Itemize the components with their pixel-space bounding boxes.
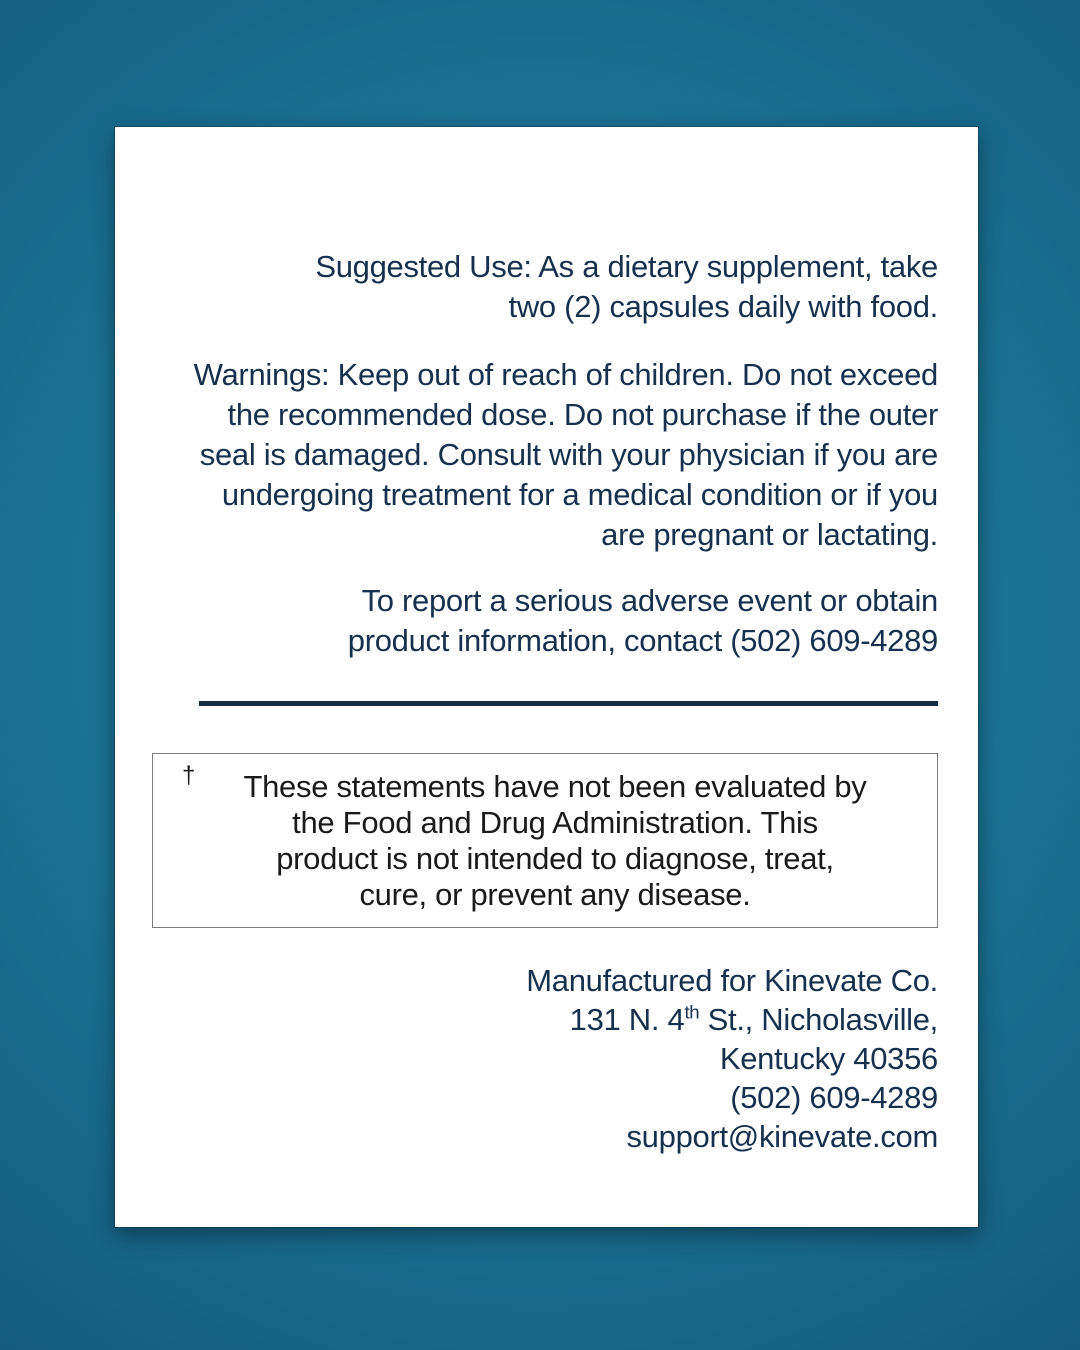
suggested-use-line: two (2) capsules daily with food. <box>508 289 938 324</box>
warnings-line: Warnings: Keep out of reach of children. Do not exceed <box>193 357 938 392</box>
dagger-symbol: † <box>182 762 196 789</box>
address-street-pre: 131 N. 4 <box>569 1002 685 1037</box>
manufacturer-address-line <box>152 1000 938 1039</box>
disclaimer-line: cure, or prevent any disease. <box>359 877 751 912</box>
adverse-event-line: To report a serious adverse event or obtain <box>361 583 938 618</box>
manufacturer-text <box>152 961 938 1156</box>
suggested-use-text <box>152 247 938 327</box>
suggested-use-line: Suggested Use: As a dietary supplement, take <box>315 249 938 284</box>
manufacturer-phone-line: (502) 609-4289 <box>730 1080 938 1115</box>
warnings-line: undergoing treatment for a medical condition or if you <box>221 477 938 512</box>
address-street-post: St., Nicholasville, <box>699 1002 938 1037</box>
adverse-event-text <box>152 581 938 661</box>
disclaimer-line: product is not intended to diagnose, treat, <box>276 841 834 876</box>
divider-rule <box>199 701 938 706</box>
label-card <box>115 127 978 1227</box>
adverse-event-line: product information, contact (502) 609-4289 <box>347 623 938 658</box>
disclaimer-line: These statements have not been evaluated by <box>243 769 867 804</box>
address-ordinal-suffix: th <box>684 1001 700 1023</box>
disclaimer-line: the Food and Drug Administration. This <box>292 805 818 840</box>
warnings-text <box>152 355 938 555</box>
manufacturer-email-line: support@kinevate.com <box>626 1119 938 1154</box>
fda-disclaimer-box <box>152 753 938 928</box>
warnings-line: seal is damaged. Consult with your physician if you are <box>199 437 938 472</box>
warnings-line: are pregnant or lactating. <box>601 517 938 552</box>
manufacturer-city-line: Kentucky 40356 <box>719 1041 938 1076</box>
warnings-line: the recommended dose. Do not purchase if the outer <box>227 397 938 432</box>
manufacturer-name-line: Manufactured for Kinevate Co. <box>526 963 938 998</box>
